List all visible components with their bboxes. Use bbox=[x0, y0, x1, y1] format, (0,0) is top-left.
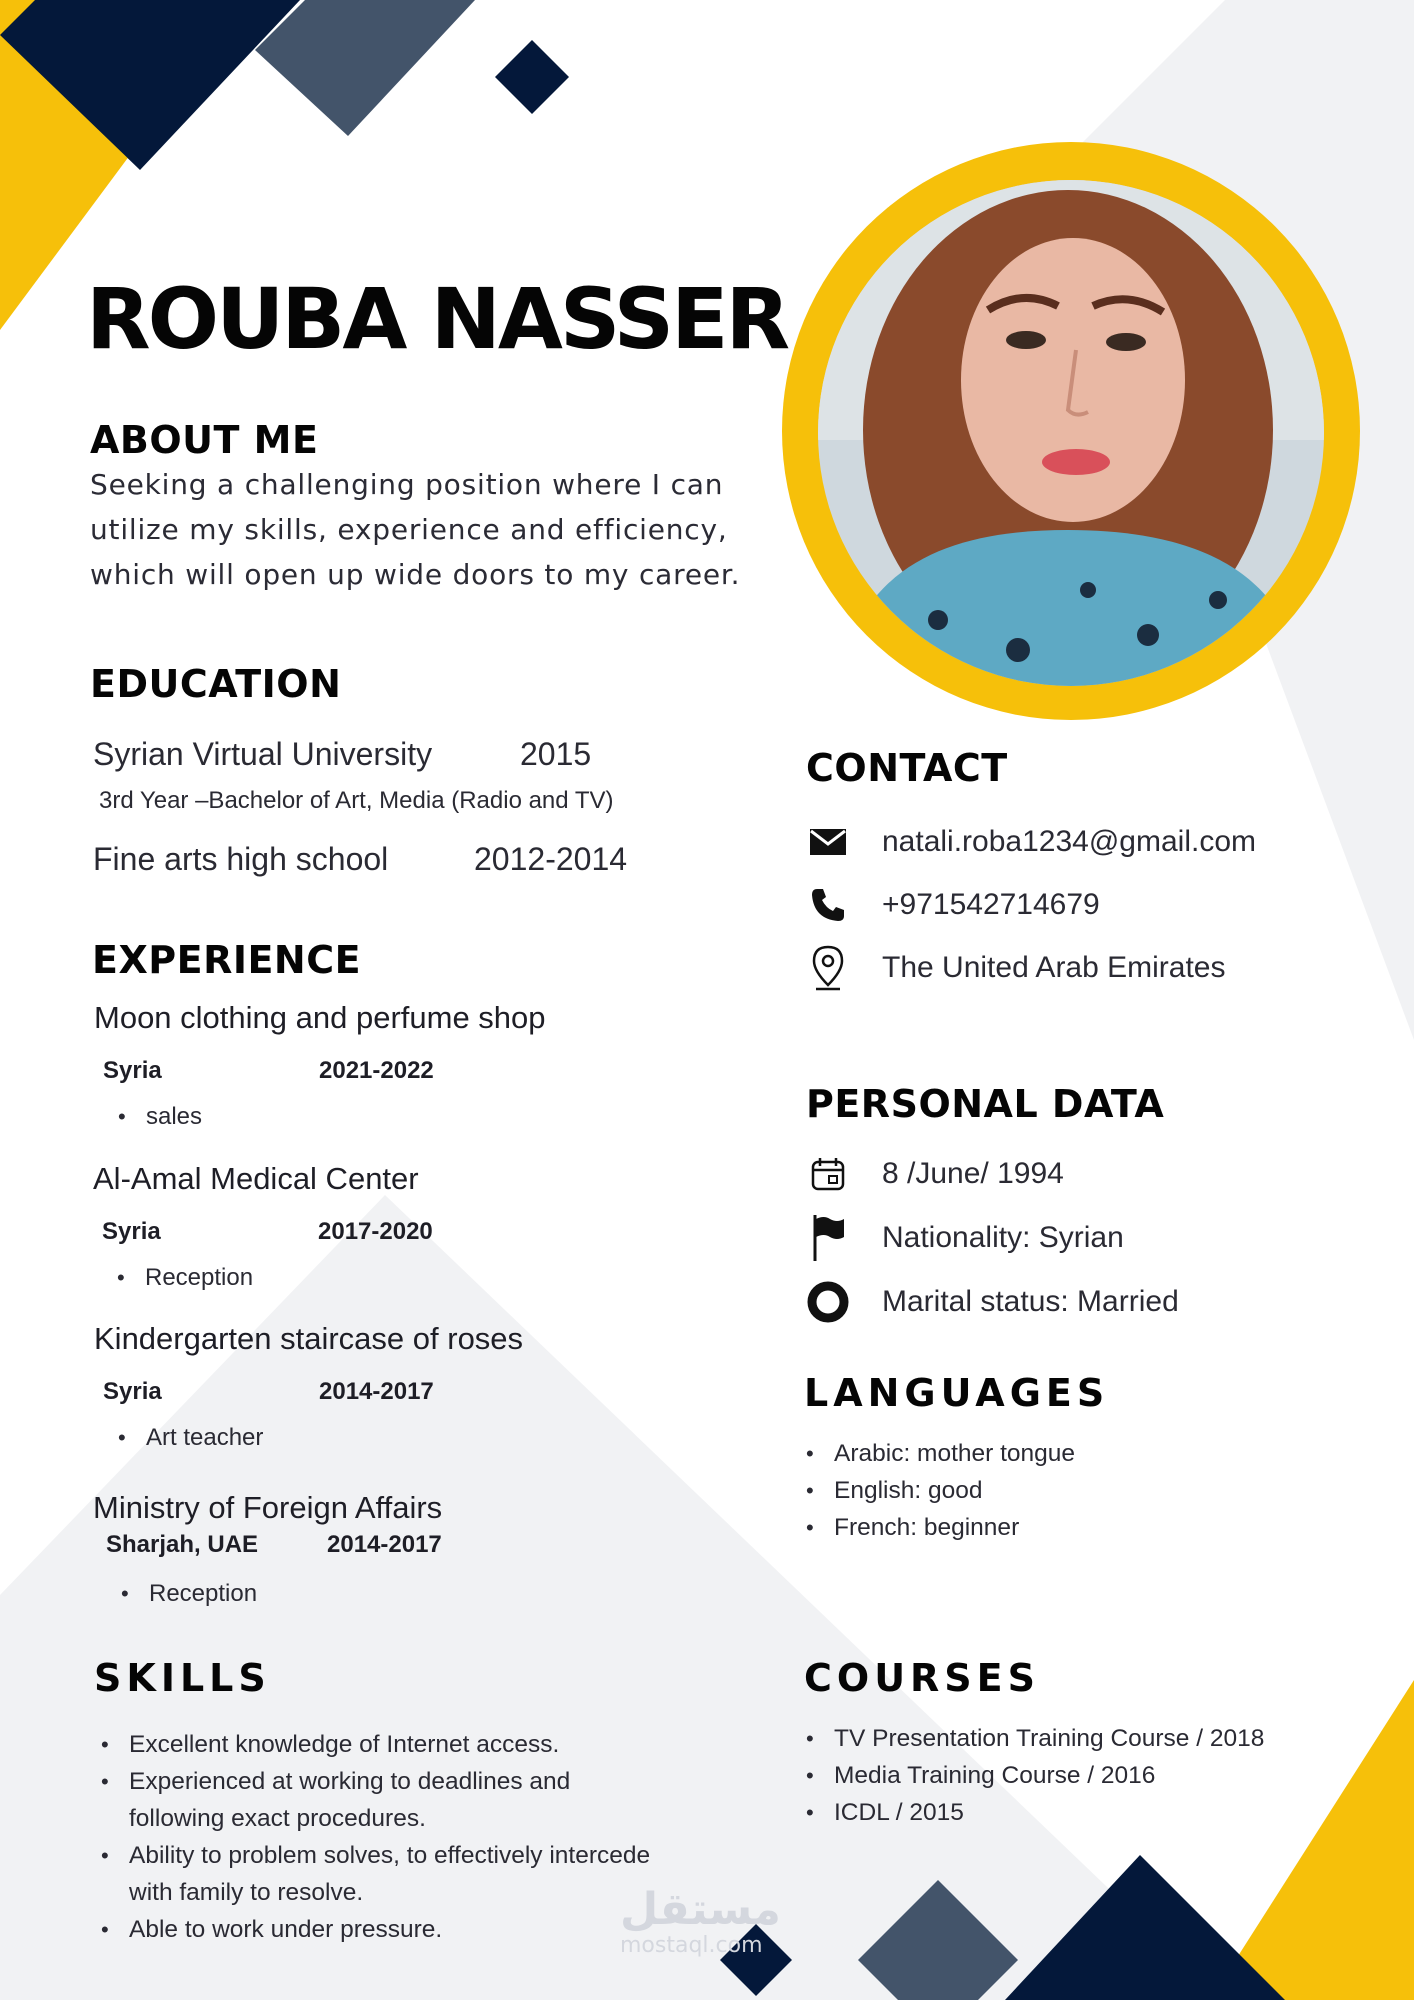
job-years: 2017-2020 bbox=[318, 1218, 433, 1245]
personal-nationality-row bbox=[806, 1213, 1179, 1263]
watermark-arabic: مستقل bbox=[620, 1884, 781, 1935]
job-years: 2014-2017 bbox=[319, 1378, 434, 1405]
job-task: • Reception bbox=[117, 1264, 253, 1292]
skills-heading: SKILLS bbox=[94, 1656, 271, 1700]
marital-status: Marital status: Married bbox=[882, 1285, 1179, 1318]
job-years: 2021-2022 bbox=[319, 1057, 434, 1084]
course-item: • ICDL / 2015 bbox=[800, 1794, 1380, 1831]
job-task: • sales bbox=[118, 1103, 202, 1131]
contact-email[interactable]: natali.roba1234@gmail.com bbox=[882, 825, 1256, 858]
personal-heading: PERSONAL DATA bbox=[806, 1082, 1165, 1126]
job-title: Ministry of Foreign Affairs bbox=[93, 1490, 443, 1525]
education-year: 2015 bbox=[520, 736, 592, 772]
contact-location: The United Arab Emirates bbox=[882, 951, 1226, 984]
education-year: 2012-2014 bbox=[474, 841, 628, 877]
job-task: • Art teacher bbox=[118, 1424, 263, 1452]
education-school: Fine arts high school bbox=[93, 841, 389, 877]
languages-heading: LANGUAGES bbox=[804, 1371, 1110, 1415]
contact-heading: CONTACT bbox=[806, 746, 1008, 790]
language-item: • English: good bbox=[800, 1472, 1360, 1509]
courses-heading: COURSES bbox=[804, 1656, 1041, 1700]
languages-list bbox=[800, 1435, 1360, 1546]
experience-heading: EXPERIENCE bbox=[92, 938, 362, 982]
job-title: Kindergarten staircase of roses bbox=[94, 1321, 524, 1356]
skill-item: • Able to work under pressure. bbox=[95, 1911, 655, 1948]
job-title: Moon clothing and perfume shop bbox=[94, 1000, 546, 1035]
envelope-icon bbox=[806, 820, 850, 864]
education-detail: 3rd Year –Bachelor of Art, Media (Radio and TV) bbox=[99, 787, 614, 814]
contact-email-row bbox=[806, 817, 1256, 867]
birth-date: 8 /June/ 1994 bbox=[882, 1157, 1064, 1190]
ring-icon bbox=[806, 1280, 850, 1324]
education-heading: EDUCATION bbox=[90, 662, 342, 706]
watermark-latin: mostaql.com bbox=[620, 1933, 763, 1958]
flag-icon bbox=[806, 1216, 850, 1260]
job-location: Syria bbox=[102, 1218, 161, 1245]
calendar-icon bbox=[806, 1152, 850, 1196]
phone-icon bbox=[806, 883, 850, 927]
skills-list bbox=[95, 1726, 655, 1948]
about-line: Seeking a challenging position where I can bbox=[90, 468, 724, 501]
job-location: Syria bbox=[103, 1057, 162, 1084]
contact-phone-row bbox=[806, 880, 1256, 930]
contact-list bbox=[806, 817, 1256, 993]
education-school: Syrian Virtual University bbox=[93, 736, 433, 772]
candidate-name: ROUBA NASSER bbox=[86, 270, 788, 368]
course-item: • TV Presentation Training Course / 2018 bbox=[800, 1720, 1380, 1757]
skill-item: • Ability to problem solves, to effectively intercede with family to resolve. bbox=[95, 1837, 655, 1911]
job-location: Syria bbox=[103, 1378, 162, 1405]
job-task: • Reception bbox=[121, 1580, 257, 1608]
personal-marital-row bbox=[806, 1277, 1179, 1327]
contact-phone[interactable]: +971542714679 bbox=[882, 888, 1100, 921]
profile-photo bbox=[818, 180, 1324, 686]
nationality: Nationality: Syrian bbox=[882, 1221, 1124, 1254]
location-pin-icon bbox=[806, 946, 850, 990]
job-title: Al-Amal Medical Center bbox=[93, 1161, 419, 1196]
language-item: • French: beginner bbox=[800, 1509, 1360, 1546]
job-years: 2014-2017 bbox=[327, 1531, 442, 1558]
personal-birth-row bbox=[806, 1149, 1179, 1199]
job-location: Sharjah, UAE bbox=[106, 1531, 259, 1558]
about-heading: ABOUT ME bbox=[90, 418, 319, 462]
watermark bbox=[620, 1884, 781, 1958]
course-item: • Media Training Course / 2016 bbox=[800, 1757, 1380, 1794]
courses-list bbox=[800, 1720, 1380, 1831]
contact-location-row bbox=[806, 943, 1256, 993]
personal-list bbox=[806, 1149, 1179, 1327]
skill-item: • Excellent knowledge of Internet access. bbox=[95, 1726, 655, 1763]
about-line: utilize my skills, experience and efficiency, bbox=[90, 513, 728, 546]
about-line: which will open up wide doors to my career. bbox=[90, 558, 741, 591]
skill-item: • Experienced at working to deadlines and following exact procedures. bbox=[95, 1763, 655, 1837]
about-text bbox=[90, 462, 770, 597]
language-item: • Arabic: mother tongue bbox=[800, 1435, 1360, 1472]
